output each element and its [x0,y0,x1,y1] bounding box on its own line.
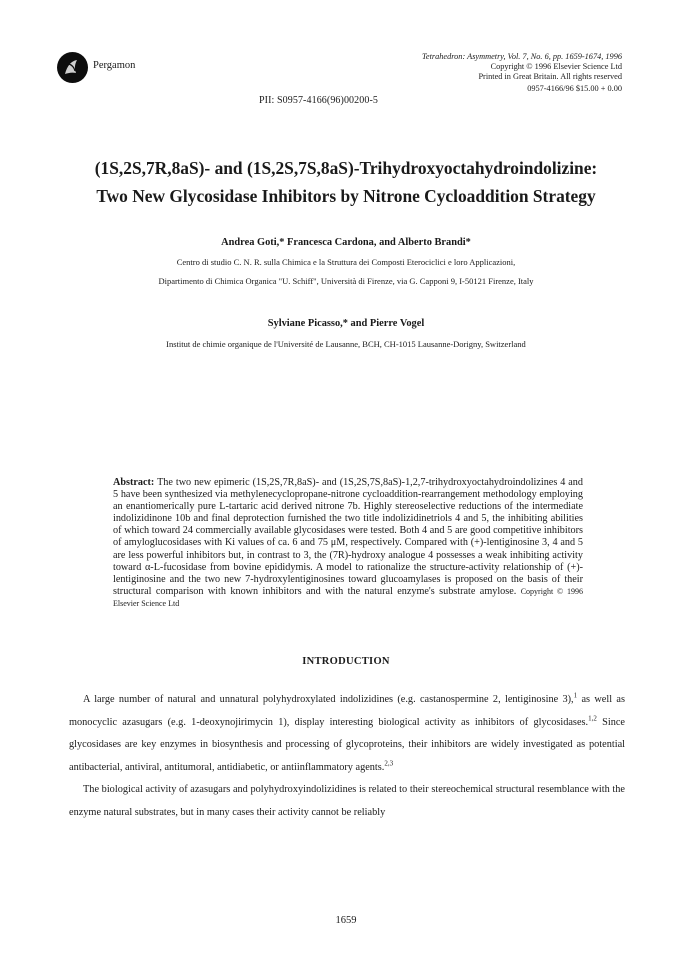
price-line: 0957-4166/96 $15.00 + 0.00 [527,84,622,93]
page-number: 1659 [335,915,357,926]
article-title-line-2: Two New Glycosidase Inhibitors by Nitrone Cycloaddition Strategy [96,186,596,206]
pii-identifier: PII: S0957-4166(96)00200-5 [259,95,378,106]
citation-sup: 1 [573,691,578,700]
introduction-body [69,689,625,825]
affiliation-1-line-1: Centro di studio C. N. R. sulla Chimica e la Struttura dei Composti Eterociclici e loro Applicazioni, [176,257,516,267]
abstract [113,477,583,610]
paragraph-1: A large number of natural and unnatural polyhydroxylated indolizidines (e.g. castanospermine 2, lentiginosine 3),$^1$ as well as monocyclic azasugars (e.g. 1-deoxynojirimycin 1), display interesting biological activity as inhibitors of glycosidases.$^{1,2}$ Since glycosidases are key enzymes in biosynthesis and processing of glycoproteins, their inhibitors are widely investigated as potential antibacterial, antiviral, antitumoral, antidiabetic, or antiinflammatory agents.$^{2,3}$ [69,691,625,773]
authors-group-2: Sylviane Picasso,* and Pierre Vogel [267,318,425,329]
citation-sup: 1,2 [588,714,597,723]
copyright-line: Copyright © 1996 Elsevier Science Ltd [490,62,622,71]
section-heading-introduction: INTRODUCTION [302,656,390,667]
journal-citation: Tetrahedron: Asymmetry, Vol. 7, No. 6, pp. 1659-1674, 1996 [422,52,622,61]
abstract-label: Abstract: [113,477,155,488]
abstract-text: The two new epimeric (1S,2S,7R,8aS)- and (1S,2S,7S,8aS)-1,2,7-trihydroxyoctahydroindolizines 4 and 5 have been synthesized via methylenecyclopropane-nitrone cycloaddition-rearrangement methodology employing an enantiomerically pure L-tartaric acid derived nitrone 7b. Highly stereoselective reductions of the intermediate indolizidinone 10b and final deprotection furnished the two title indolizidinetriols 4 and 5, the inhibiting abilities of which toward 24 commercially available glycosidases were tested. Both 4 and 5 are good competitive inhibitors of amyloglucosidases with Ki values of ca. 6 and 75 μM, respectively. Compared with (+)-lentiginosine 3, 4 and 5 are less powerful inhibitors but, in contrast to 3, the (7R)-hydroxy analogue 4 possesses a weak inhibiting activity toward α-L-fucosidase from bovine epididymis. A model to rationalize the structure-activity relationship of (+)-lentiginosine and the two new 7-hydroxylentiginosines toward glucoamylases is proposed on the basis of their structural comparison with known inhibitors and with the natural enzyme's substrate amylose. [113,477,583,597]
citation-sup: 2,3 [384,759,394,768]
authors-group-1: Andrea Goti,* Francesca Cardona, and Alberto Brandi* [221,237,471,248]
article-title-line-1: (1S,2S,7R,8aS)- and (1S,2S,7S,8aS)-Trihydroxyoctahydroindolizine: [94,158,598,178]
paragraph-2: The biological activity of azasugars and polyhydroxyindolizidines is related to their stereochemical structural resemblance with the enzyme natural substrates, but in many cases their activity cannot be reliably [69,784,625,818]
affiliation-2: Institut de chimie organique de l'Université de Lausanne, BCH, CH-1015 Lausanne-Dorigny, Switzerland [166,339,526,349]
abstract-copyright: Copyright © 1996 Elsevier Science Ltd [113,586,583,608]
affiliation-1-line-2: Dipartimento di Chimica Organica "U. Schiff", Università di Firenze, via G. Capponi 9, I-50121 Firenze, Italy [158,276,534,286]
printed-line: Printed in Great Britain. All rights reserved [478,72,622,81]
publisher-name: Pergamon [93,60,136,71]
publisher-logo [57,52,88,83]
